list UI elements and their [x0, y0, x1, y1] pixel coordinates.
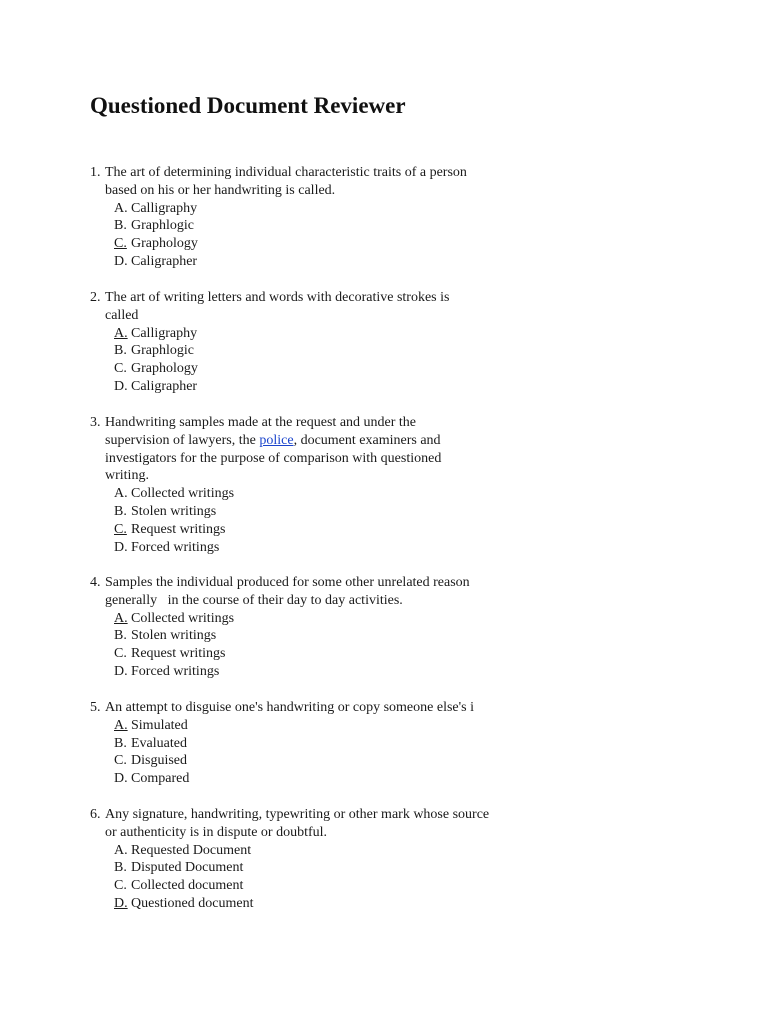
question-number: 6. — [90, 807, 101, 822]
option-letter: C. — [114, 646, 127, 662]
option-letter-answer: C. — [114, 236, 127, 252]
option-c — [90, 877, 530, 895]
question-line — [90, 592, 530, 610]
option-text: Disguised — [131, 753, 187, 769]
option-letter-answer: A. — [114, 325, 128, 341]
question-line — [90, 432, 530, 450]
option-c — [90, 235, 530, 253]
question-text: The art of writing letters and words with decorative strokes is — [105, 290, 450, 305]
option-text: Graphlogic — [131, 218, 194, 234]
option-letter: A. — [114, 842, 128, 858]
option-text: Forced writings — [131, 539, 220, 555]
question-number: 5. — [90, 700, 101, 715]
question-line — [90, 182, 530, 200]
option-b — [90, 342, 530, 360]
option-d — [90, 770, 530, 788]
question-5 — [90, 699, 530, 788]
question-line — [90, 806, 530, 824]
option-letter: B. — [114, 735, 127, 751]
option-letter: D. — [114, 663, 128, 679]
question-line — [90, 414, 530, 432]
question-3 — [90, 414, 530, 556]
question-6 — [90, 806, 530, 913]
question-line — [90, 824, 530, 842]
question-text: Samples the individual produced for some other unrelated reason — [105, 575, 470, 590]
question-2 — [90, 289, 530, 396]
option-letter-answer: A. — [114, 610, 128, 626]
option-d — [90, 539, 530, 557]
option-letter: B. — [114, 503, 127, 519]
option-a — [90, 485, 530, 503]
option-letter: B. — [114, 218, 127, 234]
option-letter: A. — [114, 200, 128, 216]
option-text: Stolen writings — [131, 628, 217, 644]
option-text: Collected writings — [131, 486, 235, 502]
option-c — [90, 645, 530, 663]
option-text: Disputed Document — [131, 860, 244, 876]
option-text: Caligrapher — [131, 253, 198, 269]
option-a — [90, 717, 530, 735]
option-text: Calligraphy — [131, 325, 198, 341]
option-c — [90, 360, 530, 378]
option-text: Requested Document — [131, 842, 252, 858]
option-text: Collected document — [131, 878, 244, 894]
option-a — [90, 200, 530, 218]
option-text: Compared — [131, 771, 190, 787]
option-text: Stolen writings — [131, 503, 217, 519]
question-text: writing. — [105, 468, 149, 484]
option-b — [90, 503, 530, 521]
question-line — [90, 450, 530, 468]
option-a — [90, 325, 530, 343]
question-number: 1. — [90, 165, 101, 180]
option-text: Graphology — [131, 361, 198, 377]
question-line — [90, 307, 530, 325]
option-letter: D. — [114, 539, 128, 555]
option-a — [90, 842, 530, 860]
question-text: An attempt to disguise one's handwriting or copy someone else's i — [105, 700, 474, 715]
option-text: Request writings — [131, 521, 226, 537]
option-a — [90, 610, 530, 628]
question-1 — [90, 164, 530, 271]
question-number: 3. — [90, 415, 101, 430]
question-text: The art of determining individual characteristic traits of a person — [105, 165, 467, 180]
question-line — [90, 574, 530, 592]
option-text: Forced writings — [131, 663, 220, 679]
option-text: Graphlogic — [131, 343, 194, 359]
option-b — [90, 627, 530, 645]
option-b — [90, 735, 530, 753]
option-text: Simulated — [131, 717, 188, 733]
question-text: Handwriting samples made at the request and under the — [105, 415, 417, 430]
page-title: Questioned Document Reviewer — [90, 93, 406, 118]
option-letter-answer: C. — [114, 521, 127, 537]
question-text: generally in the course of their day to day activities. — [105, 592, 403, 608]
question-4 — [90, 574, 530, 681]
question-text: or authenticity is in dispute or doubtful. — [105, 824, 328, 840]
option-letter-answer: D. — [114, 895, 128, 911]
option-text: Graphology — [131, 236, 198, 252]
question-line — [90, 699, 530, 717]
option-text: Evaluated — [131, 735, 187, 751]
option-letter: B. — [114, 343, 127, 359]
question-text: based on his or her handwriting is called. — [105, 182, 336, 198]
option-letter: D. — [114, 378, 128, 394]
question-text: , document examiners and — [293, 432, 441, 448]
option-letter: B. — [114, 628, 127, 644]
question-number: 2. — [90, 290, 101, 305]
option-c — [90, 752, 530, 770]
option-d — [90, 663, 530, 681]
question-line — [90, 289, 530, 307]
option-letter: D. — [114, 771, 128, 787]
option-text: Request writings — [131, 646, 226, 662]
option-letter: C. — [114, 753, 127, 769]
question-text: investigators for the purpose of comparison with questioned — [105, 450, 442, 466]
question-line — [90, 164, 530, 182]
option-b — [90, 217, 530, 235]
question-number: 4. — [90, 575, 101, 590]
option-letter: C. — [114, 361, 127, 377]
option-d — [90, 378, 530, 396]
question-line — [90, 467, 530, 485]
option-text: Collected writings — [131, 610, 235, 626]
option-c — [90, 521, 530, 539]
question-text: supervision of lawyers, the — [105, 432, 260, 448]
question-text: Any signature, handwriting, typewriting or other mark whose source — [105, 807, 490, 822]
option-d — [90, 253, 530, 271]
option-letter: D. — [114, 253, 128, 269]
option-letter-answer: A. — [114, 717, 128, 733]
option-b — [90, 859, 530, 877]
option-letter: A. — [114, 486, 128, 502]
question-text: called — [105, 307, 139, 323]
option-d — [90, 895, 530, 913]
option-letter: B. — [114, 860, 127, 876]
option-text: Caligrapher — [131, 378, 198, 394]
option-letter: C. — [114, 878, 127, 894]
police-link[interactable]: police — [259, 432, 294, 448]
option-text: Questioned document — [131, 895, 254, 911]
option-text: Calligraphy — [131, 200, 198, 216]
